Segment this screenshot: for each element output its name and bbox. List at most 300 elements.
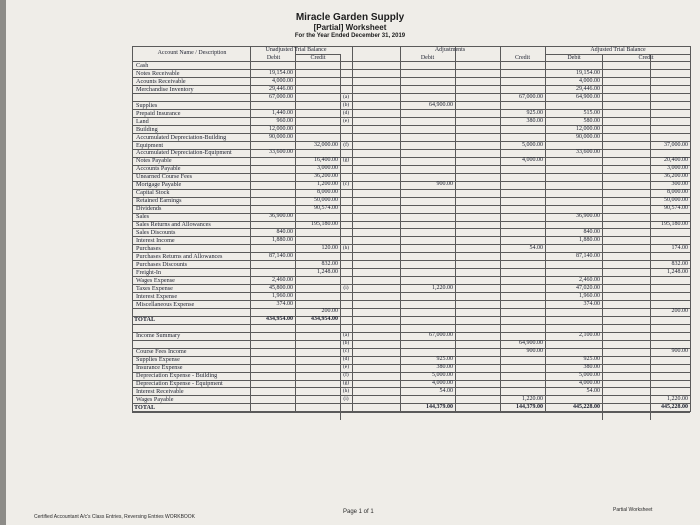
adj-debit-ref-cell [340,205,352,213]
account-name-cell: Sales [136,213,150,221]
utb-credit-cell [297,293,338,301]
adj-debit-ref-cell: (h) [342,387,350,394]
utb-credit-cell [297,110,338,118]
account-name-cell: Unearned Course Fees [136,173,193,181]
atb-credit-cell: 174.00 [671,244,688,251]
adj-debit-cell: 64,900.00 [429,101,453,108]
utb-debit-cell [252,340,293,348]
utb-credit-cell: 3,000.00 [317,165,338,172]
adj-credit-cell [502,277,543,285]
adj-debit-ref-cell [340,301,352,309]
adj-debit-cell [402,165,453,173]
utb-credit-cell [297,134,338,142]
utb-debit-cell [252,364,293,372]
adj-debit-cell [402,348,453,356]
adj-debit-ref-cell: (h) [342,244,350,251]
account-name-cell: Interest Receivable [136,387,184,395]
utb-credit-cell: 832.00 [321,260,338,267]
account-name-cell: Purchases Returns and Allowances [136,252,223,260]
utb-credit-cell [297,62,338,70]
atb-credit-cell [604,102,688,110]
atb-debit-cell [548,308,600,316]
utb-debit-cell [252,221,293,229]
utb-credit-cell: 90,574.00 [314,205,338,212]
utb-debit-cell [252,372,293,380]
atb-credit-cell: 50,000.00 [664,197,688,204]
adj-credit-cell [502,189,543,197]
adj-debit-ref-cell [340,70,352,78]
adj-debit-cell: 925.00 [436,356,453,363]
adj-debit-cell [402,197,453,205]
atb-credit-cell [604,126,688,134]
atb-credit-cell: 3,000.00 [667,165,688,172]
atb-debit-cell: 4,000.00 [579,77,600,84]
atb-debit-cell [548,245,600,253]
account-name-cell: Supplies Expense [136,356,180,364]
account-name-cell: Equipment [136,141,164,149]
account-name-cell [136,308,248,316]
utb-debit-cell [252,157,293,165]
adj-debit-cell [402,340,453,348]
adj-debit-cell [402,94,453,102]
adj-debit-ref-cell [340,261,352,269]
utb-debit-cell [252,245,293,253]
adj-debit-ref-cell [340,126,352,134]
utb-debit-cell [252,142,293,150]
header-utb-debit: Debit [266,55,281,61]
utb-debit-cell [252,404,293,412]
adj-debit-ref-cell [340,293,352,301]
account-name-cell: Sales Discounts [136,228,176,236]
header-adj-debit: Debit [420,55,435,61]
utb-credit-cell: 195,180.00 [311,221,338,227]
adj-credit-cell [502,134,543,142]
atb-debit-cell: 580.00 [583,117,600,124]
adj-debit-cell [402,118,453,126]
header-atb-debit: Debit [567,55,581,61]
utb-credit-cell [297,126,338,134]
atb-credit-cell: 445,228.00 [661,403,688,410]
atb-credit-cell [604,293,688,301]
adj-credit-cell: 64,900.00 [519,340,543,347]
utb-credit-cell [297,70,338,78]
utb-debit-cell: 1,960.00 [272,292,293,299]
utb-debit-cell: 1,880.00 [272,236,293,243]
atb-debit-cell: 515.00 [583,109,600,116]
utb-credit-cell [297,324,338,332]
utb-credit-cell [297,301,338,309]
utb-debit-cell [252,396,293,404]
adj-debit-cell: 4,000.00 [432,380,453,386]
atb-debit-cell: 1,960.00 [579,292,600,299]
account-name-cell: Building [136,125,158,133]
utb-credit-cell [297,396,338,404]
adj-debit-ref-cell: (a) [342,93,350,100]
atb-debit-cell [548,165,600,173]
atb-debit-cell [548,62,600,70]
adj-debit-cell: 1,220.00 [432,284,453,291]
atb-credit-cell [604,134,688,142]
atb-credit-cell [604,324,688,332]
adj-debit-ref-cell [340,404,352,412]
utb-credit-cell [297,380,338,388]
utb-debit-cell [252,197,293,205]
adj-debit-ref-cell: (i) [343,284,349,291]
adj-credit-cell: 4,000.00 [522,157,543,164]
account-name-cell: Insurance Expense [136,364,183,372]
atb-credit-cell [604,237,688,245]
account-name-cell: Notes Receivable [136,69,180,77]
adj-credit-cell: 380.00 [526,117,543,124]
account-name-cell: Cash [136,62,149,69]
adj-debit-ref-cell: (f) [343,141,349,148]
adj-credit-cell [502,324,543,332]
utb-credit-cell [297,285,338,293]
adj-credit-cell [502,356,543,364]
atb-debit-cell [548,269,600,277]
adj-debit-cell [402,78,453,86]
utb-debit-cell [252,324,293,332]
utb-debit-cell: 960.00 [276,117,293,124]
utb-credit-cell [297,102,338,110]
utb-debit-cell: 87,140.00 [269,252,293,259]
adj-debit-cell: 144,379.00 [426,403,453,410]
account-name-cell: Notes Payable [136,157,172,165]
atb-debit-cell: 374.00 [583,300,600,307]
adj-debit-cell [402,229,453,237]
adj-credit-cell [502,62,543,70]
adj-debit-ref-cell: (i) [343,395,349,402]
utb-credit-cell: 50,000.00 [314,197,338,204]
atb-credit-cell [604,388,688,396]
atb-debit-cell: 2,100.00 [579,332,600,339]
grid-column-rule [690,46,691,412]
adj-debit-ref-cell: (d) [342,109,350,116]
adj-credit-cell [502,70,543,78]
adj-debit-cell [402,269,453,277]
utb-debit-cell: 19,154.00 [269,69,293,76]
utb-credit-cell [297,332,338,340]
adj-debit-ref-cell [340,78,352,86]
adj-credit-cell [502,293,543,301]
utb-debit-cell [252,332,293,340]
adj-debit-ref-cell: (c) [342,181,350,188]
atb-debit-cell [548,221,600,229]
atb-credit-cell [604,78,688,86]
adj-debit-cell [402,157,453,165]
atb-debit-cell [548,173,600,181]
account-name-cell: Course Fees Income [136,348,187,356]
atb-debit-cell: 29,446.00 [576,85,600,92]
account-name-cell: Interest Income [136,236,175,244]
adj-debit-cell [402,126,453,134]
adj-debit-cell [402,70,453,78]
atb-debit-cell [548,157,600,165]
account-name-cell: Capital Stock [136,189,170,197]
adj-credit-cell: 5,000.00 [522,141,543,148]
adj-debit-ref-cell: (a) [342,332,350,339]
atb-credit-cell [604,316,688,324]
adj-debit-ref-cell: (e) [342,117,350,124]
adj-debit-cell [402,173,453,181]
atb-credit-cell [604,70,688,78]
atb-debit-cell [548,261,600,269]
account-name-cell [136,324,248,332]
utb-credit-cell [297,213,338,221]
atb-debit-cell: 36,900.00 [576,213,600,220]
atb-debit-cell: 19,154.00 [576,69,600,76]
adj-debit-ref-cell [340,62,352,70]
atb-debit-cell: 380.00 [583,364,600,371]
utb-debit-cell: 840.00 [276,228,293,235]
adj-debit-ref-cell [340,316,352,324]
atb-credit-cell [604,364,688,372]
adj-credit-cell [502,388,543,396]
adj-debit-cell: 67,000.00 [429,332,453,339]
utb-credit-cell [297,388,338,396]
adj-debit-ref-cell [340,253,352,261]
utb-credit-cell [297,340,338,348]
adj-credit-cell [502,285,543,293]
adj-credit-cell [502,237,543,245]
footer-left-caption: Certified Accountant A/c's Class Entries, Reversing Entries WORKBOOK [34,514,196,520]
utb-credit-cell [297,229,338,237]
adj-debit-cell [402,205,453,213]
atb-debit-cell: 5,000.00 [579,372,600,379]
header-account-name: Account Name / Description [157,50,227,56]
adj-debit-ref-cell [340,173,352,181]
adj-debit-ref-cell [340,221,352,229]
atb-debit-cell [548,340,600,348]
utb-debit-cell [252,62,293,70]
adj-credit-cell [502,380,543,388]
utb-debit-cell: 36,900.00 [269,213,293,220]
adj-debit-ref-cell [340,308,352,316]
adj-debit-cell [402,142,453,150]
atb-debit-cell [548,348,600,356]
adj-credit-cell: 54.00 [529,244,543,251]
utb-credit-cell: 36,200.00 [314,173,338,180]
account-name-cell: Wages Payable [136,395,174,403]
account-name-cell: Taxes Expense [136,284,173,292]
account-name-cell: Retained Earnings [136,197,182,205]
utb-credit-cell [297,118,338,126]
adj-debit-ref-cell [340,213,352,221]
utb-credit-cell: 120.00 [321,244,338,251]
atb-debit-cell: 90,000.00 [576,133,600,140]
adj-debit-ref-cell: (d) [342,356,350,363]
utb-debit-cell [252,165,293,173]
adj-debit-ref-cell [340,277,352,285]
account-name-cell: Acounts Receivable [136,77,186,85]
adj-debit-cell: 54.00 [439,387,453,394]
adj-credit-cell [502,213,543,221]
atb-credit-cell [604,110,688,118]
utb-credit-cell [297,86,338,94]
utb-debit-cell [252,356,293,364]
utb-credit-cell: 434,954.00 [311,316,338,323]
account-name-cell [136,94,248,102]
utb-debit-cell [252,173,293,181]
utb-credit-cell [297,78,338,86]
atb-debit-cell: 12,000.00 [576,125,600,132]
utb-credit-cell [297,94,338,102]
atb-credit-cell [604,253,688,261]
adj-debit-cell [402,396,453,404]
account-name-cell [136,340,248,348]
atb-debit-cell [548,396,600,404]
atb-credit-cell: 8,000.00 [667,189,688,196]
adj-debit-ref-cell [340,269,352,277]
account-name-cell: Supplies [136,101,158,109]
adj-credit-cell [502,86,543,94]
account-name-cell: Income Summary [136,332,181,340]
atb-debit-cell: 87,140.00 [576,252,600,259]
adj-debit-ref-cell: (b) [342,340,350,347]
adj-credit-cell [502,126,543,134]
atb-credit-cell [604,229,688,237]
atb-credit-cell [604,213,688,221]
utb-debit-cell [252,205,293,213]
atb-credit-cell: 1,248.00 [667,268,688,275]
atb-debit-cell: 840.00 [583,228,600,235]
account-name-cell: TOTAL [134,316,156,324]
adj-credit-cell [502,181,543,189]
adj-credit-cell [502,165,543,173]
adj-debit-cell [402,308,453,316]
utb-debit-cell [252,380,293,388]
adj-debit-cell [402,110,453,118]
adj-credit-cell [502,173,543,181]
adj-debit-ref-cell [340,165,352,173]
adj-debit-cell [402,253,453,261]
atb-credit-cell [604,94,688,102]
adj-debit-cell [402,301,453,309]
atb-credit-cell [604,149,688,157]
account-name-cell: Accounts Payable [136,165,181,173]
adj-debit-ref-cell: (e) [342,364,350,371]
account-name-cell: Miscellaneous Expense [136,300,195,308]
account-name-cell: Merchandise Inventory [136,85,194,93]
atb-credit-cell: 200.00 [671,308,688,315]
atb-credit-cell [604,356,688,364]
account-name-cell: Sales Returns and Allowances [136,221,211,228]
header-adjusted-trial-balance: Adjusted Trial Balance [590,47,646,53]
adj-debit-ref-cell [340,189,352,197]
utb-debit-cell [252,308,293,316]
utb-credit-cell [297,364,338,372]
adj-debit-cell [402,189,453,197]
adj-credit-cell [502,102,543,110]
atb-debit-cell: 445,228.00 [573,403,600,410]
atb-credit-cell [604,372,688,380]
utb-debit-cell: 33,600.00 [269,149,293,156]
adj-debit-ref-cell [340,86,352,94]
adj-debit-ref-cell [340,237,352,245]
account-name-cell: Land [136,117,149,125]
adj-credit-cell: 67,000.00 [519,93,543,100]
atb-credit-cell: 300.00 [671,181,688,188]
adj-debit-ref-cell: (c) [342,348,350,355]
atb-debit-cell: 2,460.00 [579,276,600,283]
atb-credit-cell: 195,180.00 [661,221,688,227]
atb-debit-cell: 54.00 [586,387,600,394]
worksheet-period: For the Year Ended December 31, 2019 [294,33,406,39]
utb-debit-cell: 4,000.00 [272,77,293,84]
adj-credit-cell [502,253,543,261]
adj-debit-ref-cell [340,324,352,332]
atb-credit-cell [604,380,688,388]
adj-debit-cell [402,134,453,142]
account-name-cell: Depreciation Expense - Building [136,372,218,380]
adj-debit-cell [402,324,453,332]
atb-debit-cell [548,142,600,150]
adj-debit-cell: 900.00 [436,181,453,188]
adj-debit-cell: 380.00 [436,364,453,371]
account-name-cell: Interest Expense [136,292,178,300]
utb-debit-cell [252,269,293,277]
header-adjustments: Adjustments [434,47,466,53]
utb-credit-cell [297,253,338,261]
adj-debit-ref-cell [340,149,352,157]
adj-debit-cell [402,86,453,94]
utb-credit-cell: 8,000.00 [317,189,338,196]
atb-debit-cell: 925.00 [583,356,600,363]
account-name-cell: Dividends [136,205,162,213]
utb-debit-cell [252,181,293,189]
atb-credit-cell [604,62,688,70]
adj-credit-cell [502,301,543,309]
account-name-cell: Purchases [136,244,161,252]
atb-credit-cell [604,277,688,285]
account-name-cell: Prepaid Insurance [136,109,181,117]
adj-debit-ref-cell: (f) [343,372,349,379]
adj-debit-cell [402,213,453,221]
atb-credit-cell: 900.00 [671,348,688,355]
adj-debit-ref-cell [340,229,352,237]
account-name-cell: Freight-In [136,268,162,276]
adj-credit-cell [502,332,543,340]
grid-bottom-border [132,412,690,413]
atb-debit-cell: 1,880.00 [579,236,600,243]
adj-debit-cell [402,221,453,229]
utb-credit-cell [297,149,338,157]
utb-debit-cell [252,102,293,110]
atb-credit-cell: 36,200.00 [664,173,688,180]
adj-credit-cell [502,261,543,269]
adj-credit-cell [502,221,543,229]
atb-credit-cell: 832.00 [671,260,688,267]
adj-credit-cell: 925.00 [526,109,543,116]
worksheet-title: [Partial] Worksheet [313,23,387,32]
account-name-cell: Accumulated Depreciation-Equipment [136,149,232,157]
adj-debit-ref-cell [340,197,352,205]
atb-credit-cell: 90,574.00 [664,205,688,212]
utb-credit-cell: 16,400.00 [314,157,338,164]
adj-debit-cell [402,245,453,253]
utb-debit-cell [252,261,293,269]
account-name-cell: Mortgage Payable [136,181,182,189]
adj-debit-cell [402,62,453,70]
utb-debit-cell: 12,000.00 [269,125,293,132]
atb-debit-cell: 64,900.00 [576,93,600,100]
atb-debit-cell [548,181,600,189]
adj-debit-cell [402,277,453,285]
atb-debit-cell: 33,600.00 [576,149,600,156]
footer-right-caption: Partial Worksheet [613,507,653,513]
utb-credit-cell: 32,000.00 [314,141,338,148]
utb-debit-cell: 1,440.00 [272,109,293,116]
